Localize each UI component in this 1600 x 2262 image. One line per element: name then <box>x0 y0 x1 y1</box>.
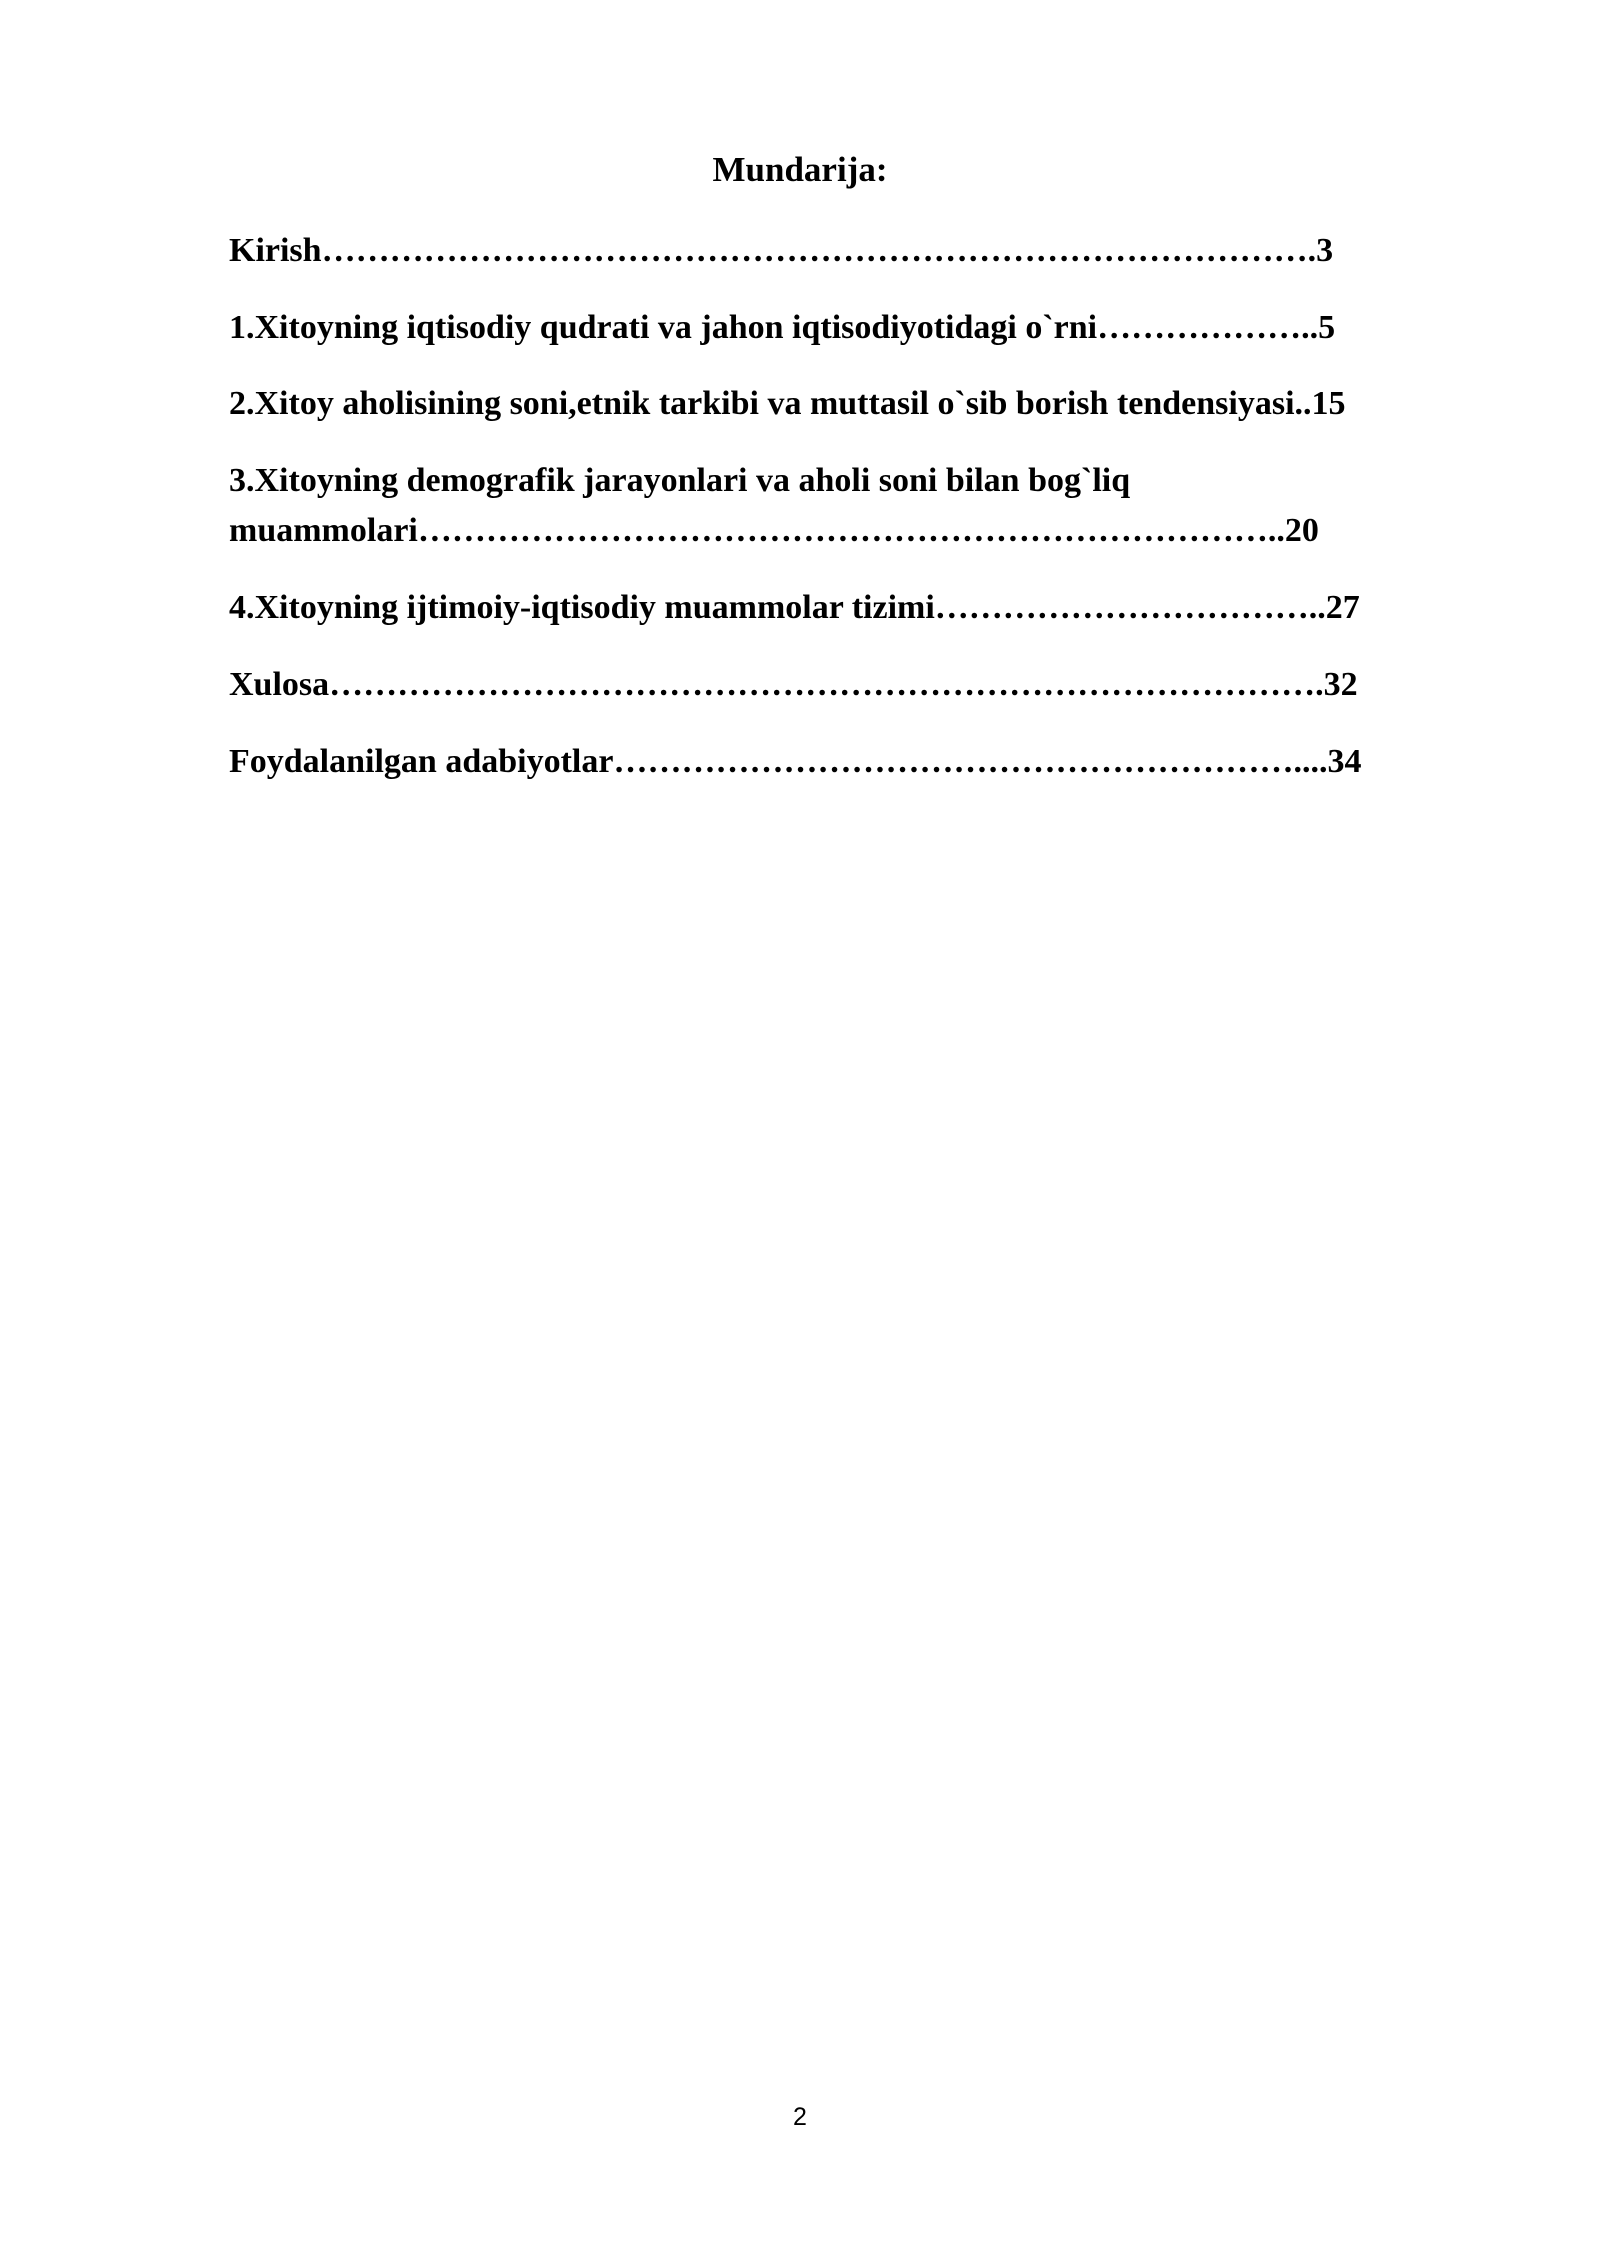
toc-heading: Mundarija: <box>712 150 888 189</box>
toc-entry-chapter-3-line-2: muammolari…………………………………………………………………..20 <box>229 512 1319 549</box>
toc-entry-xulosa: Xulosa…………………………………………………………………………….32 <box>229 666 1358 703</box>
toc-entry-chapter-1: 1.Xitoyning iqtisodiy qudrati va jahon iqtisodiyotidagi o`rni………………..5 <box>229 309 1336 346</box>
toc-entry-chapter-3-line-1: 3.Xitoyning demografik jarayonlari va aholi soni bilan bog`liq <box>229 462 1131 499</box>
toc-entry-adabiyotlar: Foydalanilgan adabiyotlar……………………………………………………....34 <box>229 743 1362 780</box>
page-number: 2 <box>793 2103 807 2131</box>
toc-entry-chapter-4: 4.Xitoyning ijtimoiy-iqtisodiy muammolar tizimi……………………………..27 <box>229 589 1360 626</box>
toc-entry-kirish: Kirish…………………………………………………………………………….3 <box>229 232 1334 269</box>
toc-entry-chapter-2: 2.Xitoy aholisining soni,etnik tarkibi va muttasil o`sib borish tendensiyasi..15 <box>229 385 1346 422</box>
